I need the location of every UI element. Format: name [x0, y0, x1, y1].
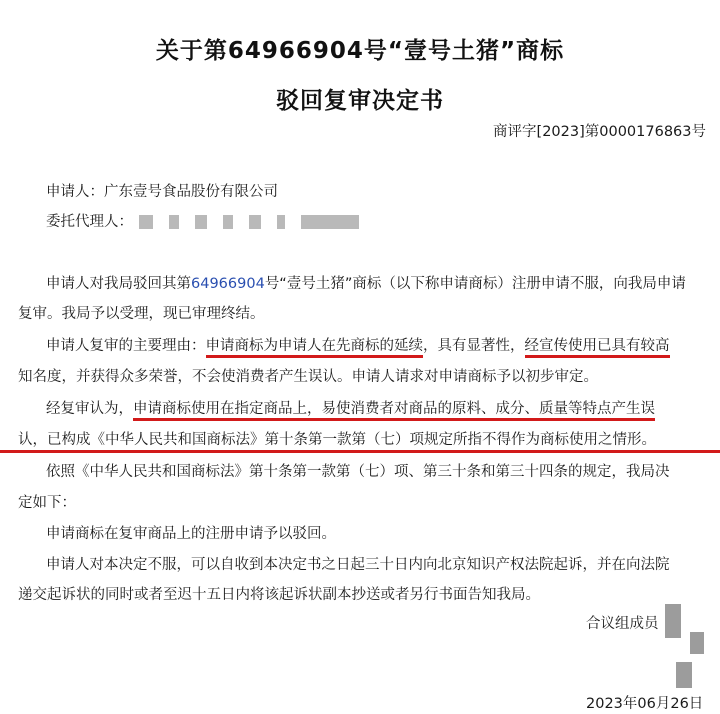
- applicant-row: [46, 180, 278, 201]
- applicant-label: 申请人：: [46, 184, 104, 200]
- paragraph-6-line2: 递交起诉状的同时或者至迟十五日内将该起诉状副本抄送或者另行书面告知我局。: [18, 587, 540, 603]
- signature-redaction-2: [690, 632, 704, 654]
- paragraph-2-line1: 申请人复审的主要理由：申请商标为申请人在先商标的延续，具有显著性，经宣传使用已具有较高: [46, 334, 670, 355]
- underline-paragraph-3: [0, 450, 720, 453]
- paragraph-4-line1: 依照《中华人民共和国商标法》第十条第一款第（七）项、第三十条和第三十四条的规定，我局决: [46, 464, 670, 480]
- agent-row: [46, 210, 375, 231]
- paragraph-3-line1: 经复审认为，申请商标使用在指定商品上，易使消费者对商品的原料、成分、质量等特点产生误: [46, 397, 655, 418]
- decision-date: 2023年06月26日: [586, 696, 704, 712]
- document-title-line1: 关于第64966904号“壹号土猪”商标: [155, 38, 565, 64]
- paragraph-3-line2: 认，已构成《中华人民共和国商标法》第十条第一款第（七）项规定所指不得作为商标使用之情形。: [18, 432, 656, 448]
- trademark-number: 64966904: [191, 276, 265, 292]
- paragraph-1-line2: 复审。我局予以受理，现已审理终结。: [18, 306, 265, 322]
- applicant-name: 广东壹号食品股份有限公司: [104, 184, 278, 200]
- agent-label: 委托代理人：: [46, 214, 133, 230]
- decision-text: 申请商标在复审商品上的注册申请予以驳回。: [46, 526, 336, 542]
- paragraph-4-line2: 定如下：: [18, 495, 76, 511]
- signature-redaction-3: [676, 662, 692, 688]
- signature-redaction-1: [665, 604, 681, 638]
- underlined-finding: 申请商标使用在指定商品上，易使消费者对商品的原料、成分、质量等特点产生误: [133, 401, 655, 421]
- paragraph-2-line2: 知名度，并获得众多荣誉，不会使消费者产生误认。申请人请求对申请商标予以初步审定。: [18, 369, 598, 385]
- underlined-reason-2: 经宣传使用已具有较高: [525, 338, 670, 358]
- document-title-line2: 驳回复审决定书: [276, 88, 444, 114]
- underlined-reason-1: 申请商标为申请人在先商标的延续: [206, 338, 424, 358]
- document-number: 商评字[2023]第0000176863号: [493, 124, 706, 140]
- agent-redaction: [139, 214, 375, 230]
- panel-members-label: 合议组成员: [586, 616, 659, 632]
- paragraph-6-line1: 申请人对本决定不服，可以自收到本决定书之日起三十日内向北京知识产权法院起诉，并在向法院: [46, 557, 670, 573]
- paragraph-1-line1: 申请人对我局驳回其第64966904号“壹号土猪”商标（以下称申请商标）注册申请不服，向我局申请: [46, 276, 686, 292]
